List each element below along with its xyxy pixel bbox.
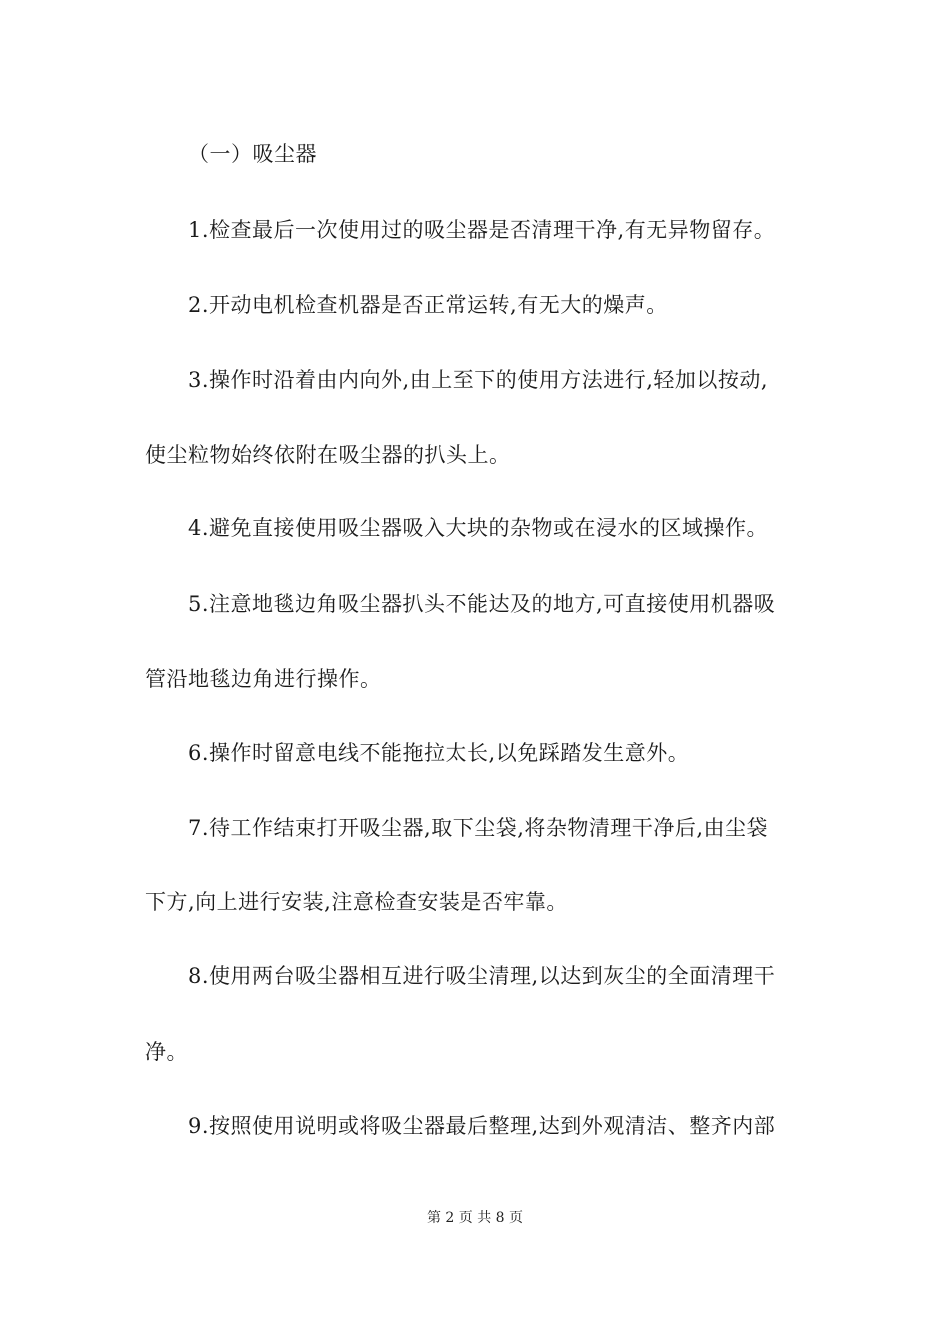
paragraph-line: 3.操作时沿着由内向外,由上至下的使用方法进行,轻加以按动,	[188, 368, 769, 392]
paragraph-line: 净。	[145, 1040, 188, 1064]
paragraph-line: 1.检查最后一次使用过的吸尘器是否清理干净,有无异物留存。	[188, 218, 776, 242]
paragraph-line: 7.待工作结束打开吸尘器,取下尘袋,将杂物清理干净后,由尘袋	[188, 816, 769, 840]
paragraph-line: 9.按照使用说明或将吸尘器最后整理,达到外观清洁、整齐内部	[188, 1114, 776, 1138]
paragraph-line: 2.开动电机检查机器是否正常运转,有无大的燥声。	[188, 293, 668, 317]
paragraph-line: 5.注意地毯边角吸尘器扒头不能达及的地方,可直接使用机器吸	[188, 592, 776, 616]
page-number-footer	[0, 1208, 950, 1228]
paragraph-line: 4.避免直接使用吸尘器吸入大块的杂物或在浸水的区域操作。	[188, 516, 769, 540]
paragraph-line: 下方,向上进行安装,注意检查安装是否牢靠。	[145, 890, 568, 914]
section-heading: （一）吸尘器	[188, 142, 317, 166]
paragraph-line: 8.使用两台吸尘器相互进行吸尘清理,以达到灰尘的全面清理干	[188, 964, 776, 988]
page-number-label: 第 2 页 共 8 页	[426, 1210, 524, 1226]
paragraph-line: 使尘粒物始终依附在吸尘器的扒头上。	[145, 443, 511, 467]
paragraph-line: 6.操作时留意电线不能拖拉太长,以免踩踏发生意外。	[188, 741, 690, 765]
paragraph-line: 管沿地毯边角进行操作。	[145, 667, 382, 691]
